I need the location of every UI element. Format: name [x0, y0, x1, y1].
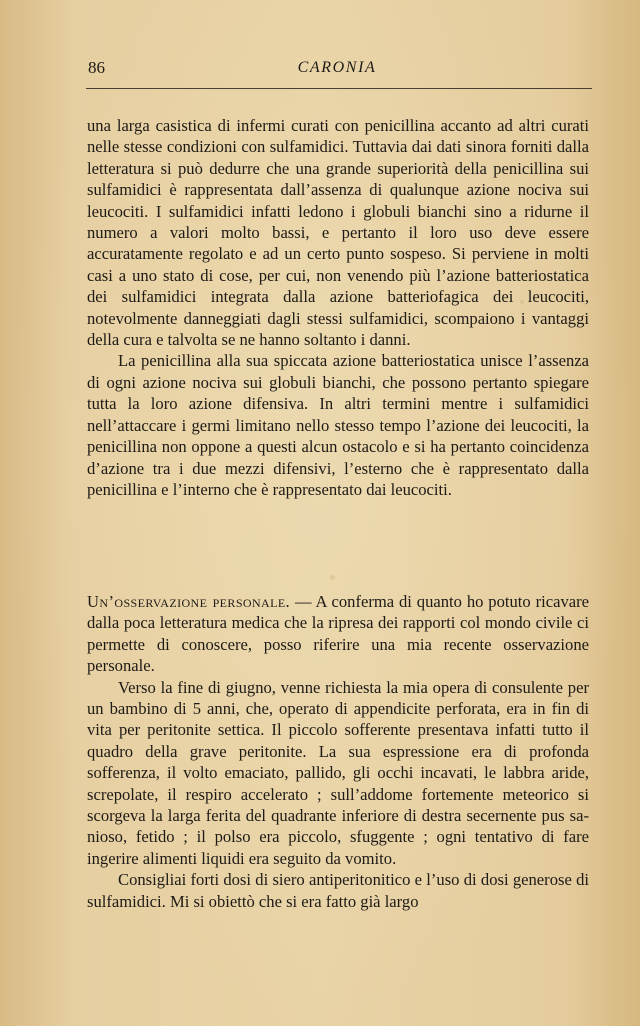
paragraph: Consigliai forti dosi di siero antiperitonitico e l’uso di dosi generose di sulfamidici. Mi si obiettò che si era fatto già largo — [87, 870, 589, 911]
section-paragraph — [87, 591, 589, 677]
page-number: 86 — [88, 58, 105, 77]
running-head: CARONIA — [297, 59, 377, 76]
paper-spot — [330, 575, 335, 580]
text-block-upper — [87, 115, 589, 500]
paragraph: La penicillina alla sua spiccata azione batteriostatica unisce l’assenza di ogni azione nociva sui globuli bianchi, che possono pertanto spiegare tutta la loro azione difensiva. In altri termini mentre i sulfamidici nell’attaccare i germi limitano nello stesso tempo l’azione dei leucociti, la penicillina non oppone a questi alcun ostacolo e si ha pertanto coincidenza d’azione tra i due mezzi difensivi, l’esterno che è rappresentato dalla penicillina e l’interno che è rappresentato dai leucociti. — [87, 351, 589, 499]
paragraph: Verso la fine di giugno, venne richiesta la mia opera di consulente per un bambino di 5 anni, che, operato di appendicite perforata, era in fin di vita per peritonite settica. Il piccolo sofferente presentava infatti tutto il quadro della grave peritonite. La sua espressione era di profonda sofferenza, il volto emaciato, pallido, gli occhi incavati, le labbra aride, screpolate, il respiro accelerato ; sull’addome fortemente meteorico si scorgeva la larga ferita del quadrante inferiore di destra secernente pus sanioso, fetido ; il polso era piccolo, sfuggente ; ogni tentativo di fare ingerire alimenti liquidi era seguito da vomito. — [87, 677, 589, 868]
paragraph: una larga casistica di infermi curati con penicillina accanto ad altri curati nelle stesse condizioni con sulfamidici. Tuttavia dai dati sinora forniti dalla letteratura si può dedurre che una grande superiorità della penicillina sui sulfamidici è rappresentata dall’assenza di qualunque azione nociva sui leucociti. I sulfamidici infatti ledono i globuli bianchi sino a ridurne il numero a valori molto bassi, e pertanto il loro uso deve essere accuratamente regolato e ad un certo punto sospeso. Si perviene in molti casi a uno stato di cose, per cui, non venendo più l’azione batteriostatica dei sulfamidici integrata dalla azione batteriofagica dei leucociti, notevolmente danneggiati dagli stessi sulfamidici, scompaiono i vantaggi della cura e talvolta se ne hanno soltanto i danni. — [87, 116, 589, 350]
header-rule — [86, 88, 592, 89]
text-block-lower — [87, 591, 589, 912]
section-paragraph-text: — A conferma di quanto ho potuto ricavare dalla poca letteratura medica che la ripresa dei rapporti col mondo civile ci permette di conoscere, posso riferire una mia recente osservazione personale. — [87, 592, 590, 676]
section-heading: Un’osservazione personale. — [87, 592, 291, 611]
page-header — [86, 58, 588, 82]
